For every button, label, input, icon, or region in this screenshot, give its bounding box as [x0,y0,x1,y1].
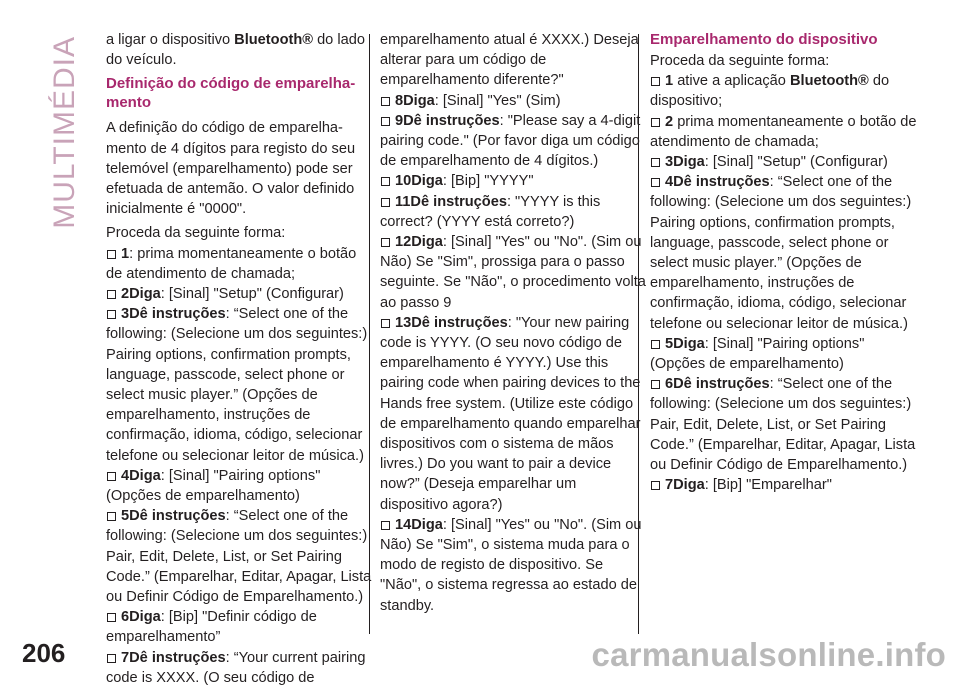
page-number: 206 [22,638,66,668]
step-item: 6Dê instruções: “Select one of the following: (Selecione um dos seguintes:) Pair, Edit, Delete, List, or Set Pairing Code.” (Emparelhar, Editar, Apagar, Lista ou Definir Código de Emparelhamento.) [650,376,916,474]
checkbox-icon [381,97,390,106]
paragraph-proceed: Proceda da seguinte forma: [650,53,830,69]
step-item: 5Dê instruções: “Select one of the following: (Selecione um dos seguintes:) Pair, Edit, Delete, List, or Set Pairing Code.” (Emparelhar, Editar, Apagar, Lista ou Definir Código de Emparelhamento.) [106,508,372,606]
step-item: 4Dê instruções: “Select one of the following: (Selecione um dos seguintes:) Pairing options, confirmation prompts, language, passcode, select phone or select music player.” (Opções de emparelhamento, instruções de confirmação, idioma, código, selecionar telefone ou selecionar leitor de música.) [650,174,912,332]
step-item: 1 ative a aplicação Bluetooth® do dispositivo; [650,73,890,110]
checkbox-icon [107,613,116,622]
step-item: 2 prima momentaneamente o botão de atendimento de chamada; [650,113,917,150]
checkbox-icon [651,158,660,167]
checkbox-icon [381,117,390,126]
checkbox-icon [651,178,660,187]
step-item: 13Dê instruções: "Your new pairing code is YYYY. (O seu novo código de emparelhamento é YYYY.) Use this pairing code when pairing devices to the Hands free system. (Utilize este código de emparelhamento quando emparelhar dispositivos com o sistema de mãos livres.) Do you want to pair a device now?” (Deseja emparelhar um dispositivo agora?) [380,314,641,513]
step-item: 9Dê instruções: "Please say a 4-digit pairing code." (Por favor diga um código de emparelhamento de 4 dígitos.) [380,112,641,170]
step-item: 3Diga: [Sinal] "Setup" (Configurar) [650,152,918,172]
section-tab-multimedia: MULTIMÉDIA [48,36,81,229]
checkbox-icon [107,654,116,663]
step-item: 8Diga: [Sinal] "Yes" (Sim) [380,91,648,111]
column-1 [106,30,374,688]
checkbox-icon [381,521,390,530]
column-2 [380,30,648,616]
checkbox-icon [107,472,116,481]
checkbox-icon [107,310,116,319]
step-item: 2Diga: [Sinal] "Setup" (Configurar) [106,284,374,304]
step-item: 11Dê instruções: "YYYY is this correct? (YYYY está correto?) [380,193,601,230]
paragraph-continuation: emparelhamento atual é XXXX.) Deseja alterar para um código de emparelhamento diferente?" [380,32,639,89]
checkbox-icon [107,512,116,521]
step-item: 7Diga: [Bip] "Emparelhar" [650,475,918,495]
paragraph-pairing-code-desc: A definição do código de emparelha-mento de 4 dígitos para registo do seu telemóvel (emparelhamento) pode ser efetuada de antemão. O valor definido inicialmente é "0000". [106,120,356,218]
checkbox-icon [381,177,390,186]
checkbox-icon [107,250,116,259]
step-item: 3Dê instruções: “Select one of the following: (Selecione um dos seguintes:) Pairing options, confirmation prompts, language, passcode, select phone or select music player.” (Opções de emparelhamento, instruções de confirmação, idioma, código, selecionar telefone ou selecionar leitor de música.) [106,306,368,464]
paragraph-proceed: Proceda da seguinte forma: [106,225,286,242]
step-item: 10Diga: [Bip] "YYYY" [380,171,648,191]
step-item: 12Diga: [Sinal] "Yes" ou "No". (Sim ou Não) Se "Sim", prossiga para o passo seguinte. Se "Não", o procedimento volta ao passo 9 [380,234,646,311]
checkbox-icon [651,340,660,349]
checkbox-icon [651,481,660,490]
step-item: 14Diga: [Sinal] "Yes" ou "No". (Sim ou Não) Se "Sim", o sistema muda para o modo de registo de dispositivo. Se "Não", o sistema regressa ao estado de standby. [380,516,642,614]
step-item: 1: prima momentaneamente o botão de atendimento de chamada; [106,245,357,282]
watermark: carmanualsonline.info [591,636,946,673]
column-3 [650,30,918,495]
heading-device-pairing: Emparelhamento do dispositivo [650,31,878,48]
checkbox-icon [381,198,390,207]
step-item: 6Diga: [Bip] "Definir código de emparelhamento” [106,609,317,646]
checkbox-icon [651,118,660,127]
step-item: 5Diga: [Sinal] "Pairing options" (Opções de emparelhamento) [650,335,865,373]
checkbox-icon [651,380,660,389]
checkbox-icon [381,319,390,328]
step-item: 7Dê instruções: “Your current pairing code is XXXX. (O seu código de [106,649,366,686]
checkbox-icon [107,290,116,299]
checkbox-icon [381,238,390,247]
step-item: 4Diga: [Sinal] "Pairing options" (Opções de emparelhamento) [106,467,321,505]
paragraph-bluetooth-intro: a ligar o dispositivo Bluetooth® do lado do veículo. [106,32,365,69]
checkbox-icon [651,77,660,86]
heading-pairing-code: Definição do código de emparelha-mento [106,75,356,112]
